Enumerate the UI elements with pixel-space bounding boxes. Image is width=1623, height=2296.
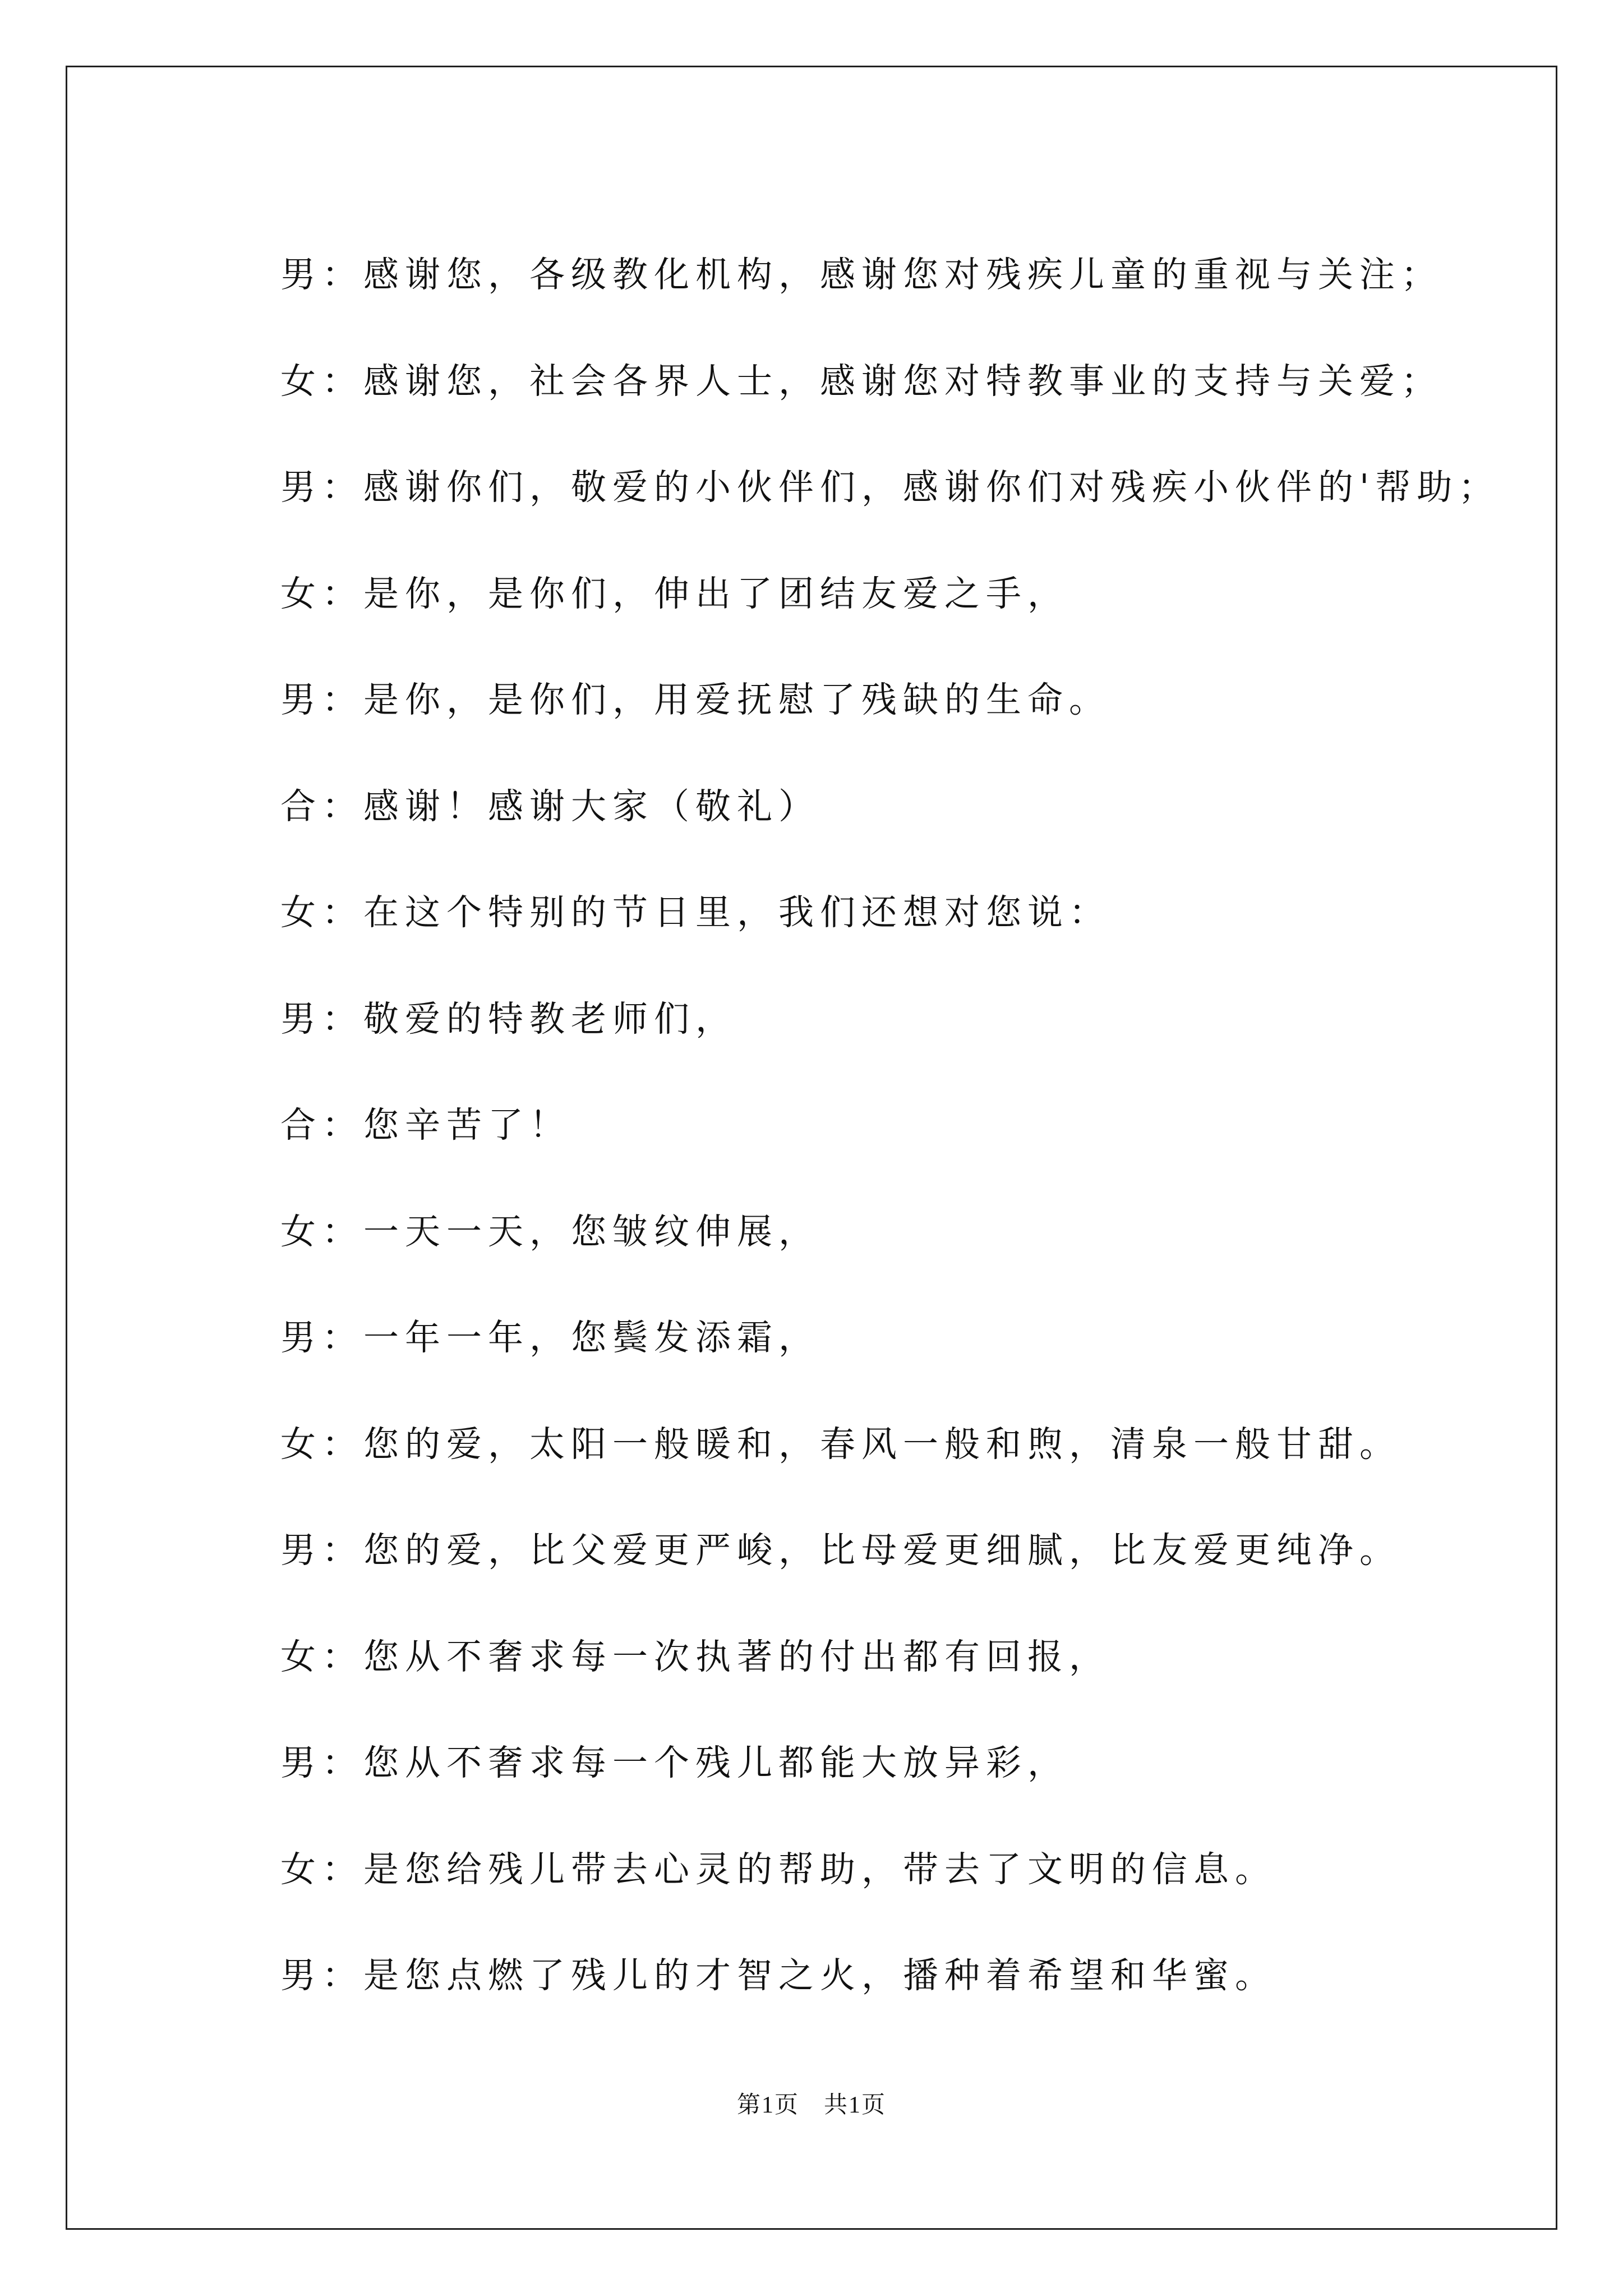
text-line: 合：感谢！感谢大家（敬礼） xyxy=(280,785,820,827)
page-footer xyxy=(0,2093,1623,2117)
text-line: 男：您从不奢求每一个残儿都能大放异彩， xyxy=(280,1742,1069,1784)
text-line: 女：一天一天，您皱纹伸展， xyxy=(280,1211,820,1252)
page-total: 共1页 xyxy=(824,2092,887,2118)
text-line: 男：是您点燃了残儿的才智之火，播种着希望和华蜜。 xyxy=(280,1955,1276,1996)
text-line: 女：感谢您，社会各界人士，感谢您对特教事业的支持与关爱； xyxy=(280,360,1442,402)
text-line: 女：是你，是你们，伸出了团结友爱之手， xyxy=(280,573,1069,614)
text-line: 男：敬爱的特教老师们， xyxy=(280,998,737,1039)
document-body xyxy=(280,222,1500,2029)
text-line: 合：您辛苦了！ xyxy=(280,1105,571,1146)
text-line: 女：是您给残儿带去心灵的帮助，带去了文明的信息。 xyxy=(280,1848,1276,1890)
page-number: 第1页 xyxy=(736,2092,799,2118)
text-line: 女：在这个特别的节日里，我们还想对您说： xyxy=(280,892,1110,933)
text-line: 男：您的爱，比父爱更严峻，比母爱更细腻，比友爱更纯净。 xyxy=(280,1530,1401,1571)
text-line: 男：感谢你们，敬爱的小伙伴们，感谢你们对残疾小伙伴的'帮助； xyxy=(280,467,1500,508)
text-line: 女：您的爱，太阳一般暖和，春风一般和煦，清泉一般甘甜。 xyxy=(280,1423,1401,1465)
text-line: 男：一年一年，您鬓发添霜， xyxy=(280,1317,820,1359)
text-line: 女：您从不奢求每一次执著的付出都有回报， xyxy=(280,1636,1110,1677)
text-line: 男：是你，是你们，用爱抚慰了残缺的生命。 xyxy=(280,679,1110,721)
text-line: 男：感谢您，各级教化机构，感谢您对残疾儿童的重视与关注； xyxy=(280,254,1442,296)
